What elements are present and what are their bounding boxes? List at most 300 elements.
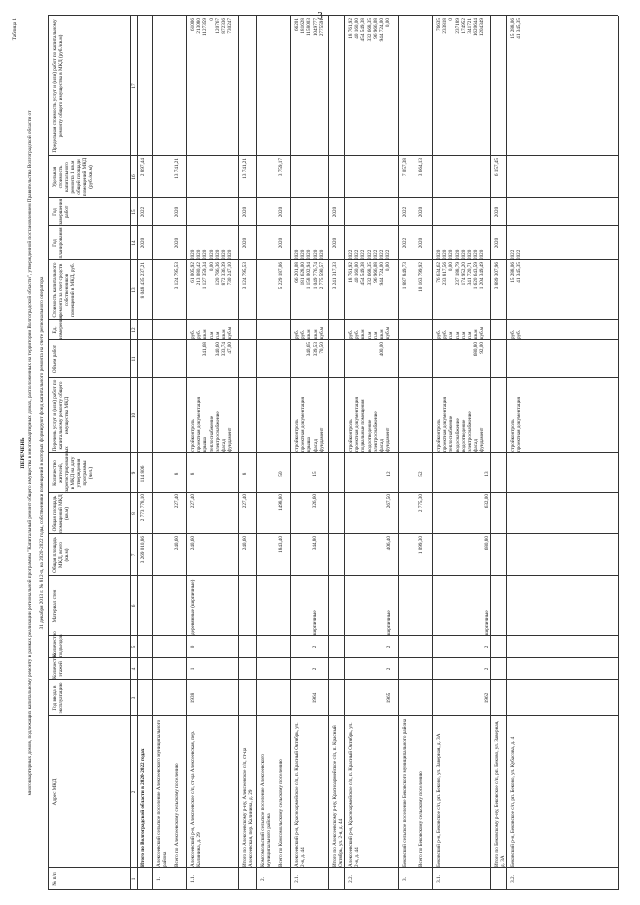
cell-text: 406,40 <box>386 536 392 551</box>
limit-list-item: 0,00 <box>385 18 392 28</box>
unit-list-item: куб.м <box>318 326 325 339</box>
row-number: 3.2. <box>510 875 516 883</box>
work-list <box>436 380 486 452</box>
limit-list-item: 213080 <box>196 18 203 34</box>
year-list-item: 2020 <box>208 249 215 260</box>
cell-text: 2020 <box>494 206 500 218</box>
limit-list-item: 454 549,38 <box>360 18 367 42</box>
year-list-item: 2022 <box>372 249 379 260</box>
year-list-item: 2022 <box>516 249 523 260</box>
cost-list-item: 944 724,00 <box>378 262 385 286</box>
unit-list <box>348 321 391 339</box>
cell-text: 15 <box>312 471 318 477</box>
work-list-item: водоснабжение <box>454 418 461 452</box>
volume-list-item: 70,50 <box>318 342 325 354</box>
cell-text: 13 <box>484 471 490 477</box>
unit-list-item: п.м <box>372 331 379 339</box>
work-list-item: водоотведение <box>460 419 467 452</box>
work-list-item: проектная документация <box>354 397 361 452</box>
cost-list <box>190 262 233 320</box>
cost-list-item: 213 080,42 <box>196 262 203 286</box>
year-list-item: 2022 <box>510 249 516 260</box>
cell-text: 2 773 778,10 <box>140 494 146 522</box>
column-header: Количество подъездов <box>52 631 64 657</box>
cell-text: 2022 <box>402 237 408 249</box>
cell-text: 240,60 <box>174 536 180 551</box>
limit-list-item: 2775591 <box>318 18 325 37</box>
year-list-item: 2022 <box>385 249 392 260</box>
section-sub-label: Всего по Бековскому сельскому поселению <box>418 771 424 867</box>
cost-list-item: 237 188,79 <box>454 262 461 286</box>
year-list-item: 2022 <box>378 249 385 260</box>
cell-text: кирпичные <box>386 610 392 635</box>
unit-list-item: руб. <box>294 330 300 339</box>
volume-list <box>294 342 325 378</box>
year-list-item: 2022 <box>366 249 373 260</box>
limit-list <box>190 18 233 156</box>
cost-list-item: 872 336,39 <box>220 262 227 286</box>
limit-list-item: 1620644 <box>473 18 480 37</box>
cost-list-item: 1 158 002,94 <box>306 262 313 290</box>
work-list-item: электроснабжение <box>466 411 473 452</box>
year-list-item: 2020 <box>448 249 455 260</box>
unit-list-item: п.м <box>466 331 473 339</box>
address: Бековский р-н, Бековское с/п, рп. Беково, ул. Кубасова, д. 4 <box>510 736 516 867</box>
cell-text: 2020 <box>242 206 248 218</box>
work-list-item: проектная документация <box>196 397 203 452</box>
unit-list-item: руб. <box>190 330 196 339</box>
cell-text: 2020 <box>418 206 424 218</box>
year-list-item: 2020 <box>227 249 234 260</box>
unit-list <box>436 321 486 339</box>
cell-text: 3 269 010,86 <box>140 536 146 564</box>
unit-list-item: п.м <box>454 331 461 339</box>
limit-list <box>510 18 522 156</box>
unit-list-item: руб. <box>442 330 449 339</box>
work-list-item: фундамент <box>318 427 325 452</box>
limit-list-item: 120767 <box>214 18 221 34</box>
column-number: 2 <box>131 790 137 794</box>
year-list-item: 2020 <box>294 249 300 260</box>
document-sheet <box>6 8 634 898</box>
unit-list-item: п.м <box>366 331 373 339</box>
year-list-item: 2020 <box>473 249 480 260</box>
cell-text: 3 124 795,53 <box>174 262 180 290</box>
work-list-item: фасад <box>378 439 385 452</box>
row-number: 3. <box>402 877 408 881</box>
cell-text: 5 229 187,06 <box>278 262 284 290</box>
column-number: 7 <box>131 553 137 557</box>
cell-text: 3 241 317,33 <box>332 262 338 290</box>
work-list-item: фундамент <box>385 427 392 452</box>
cost-list-item: 0,00 <box>208 262 215 272</box>
row-number: 1.1. <box>190 875 196 883</box>
year-list-item: 2020 <box>442 249 449 260</box>
section-label: Бековский сельское поселение Бековского муниципального района <box>402 718 408 867</box>
cell-text: 1965 <box>386 692 392 704</box>
cost-list-item: 1 204 349,49 <box>479 262 486 290</box>
cost-list <box>294 262 325 320</box>
unit-list-item: п.м <box>208 331 215 339</box>
year-list-item: 2020 <box>466 249 473 260</box>
cell-text: 8 <box>242 472 248 476</box>
limit-list-item: 41 345,35 <box>516 18 523 39</box>
volume-list <box>348 342 391 378</box>
limit-list-item: 1049777 <box>312 18 319 37</box>
cell-text: 2 <box>386 645 392 649</box>
cost-list-item: 40 160,00 <box>354 262 361 283</box>
unit-list-item: кв.м <box>306 329 313 339</box>
year-list-item: 2020 <box>196 249 203 260</box>
unit-list <box>190 321 233 339</box>
column-number: 12 <box>131 327 137 333</box>
year-list <box>190 226 233 260</box>
address: Алексеевский р-н, Красноармейское с/п, п. Красный Октябрь, ул. 2-я, д. 44 <box>294 722 306 867</box>
work-list-item: стройконтроль <box>510 419 516 452</box>
limit-list-item: 341721 <box>466 18 473 34</box>
section-sub-label: Всего по Алексеевскому сельскому поселению <box>174 763 180 867</box>
limit-list-item: 237189 <box>454 18 461 34</box>
cost-list-item: 1 049 776,74 <box>312 262 319 290</box>
unit-list-item: кв.м <box>220 329 227 339</box>
work-list-item: электроснабжение <box>372 411 379 452</box>
cell-text: деревянные (кирпичные) <box>190 579 196 635</box>
cell-text: 344,80 <box>312 536 318 551</box>
year-list-item: 2020 <box>479 249 486 260</box>
work-list <box>510 380 522 452</box>
unit-list-item: п.м <box>460 331 467 339</box>
work-list-item: проектная документация <box>516 397 523 452</box>
work-list-item: крыша <box>306 437 313 452</box>
row-number: 2.2. <box>348 875 354 883</box>
cell-text: 52 <box>418 471 424 477</box>
column-number: 1 <box>131 877 137 881</box>
column-header: Предельная стоимость услуг и (или) работ по капитальному ремонту общего имущества в МКД (руб./кв.м) <box>52 19 64 153</box>
cost-list <box>348 262 391 320</box>
year-list-item: 2022 <box>354 249 361 260</box>
cell-text: 2020 <box>332 206 338 218</box>
work-list <box>348 380 391 452</box>
page-number: 3 <box>317 10 323 22</box>
column-number: 14 <box>131 240 137 246</box>
cell-text: 1964 <box>312 692 318 704</box>
column-header: Общая площадь МКД, всего (кв.м) <box>52 537 70 573</box>
table-label: Таблица 1 <box>12 18 18 41</box>
cell-text: 2 897,44 <box>140 158 146 177</box>
column-header: Количество жителей, зарегистрированных в МКД на дату утверждения программы (чел.) <box>52 446 94 492</box>
column-number: 4 <box>131 667 137 671</box>
cell-text: 10 163 799,92 <box>418 262 424 292</box>
cell-text: 2 <box>312 667 318 671</box>
cell-text: 8 048 435 237,21 <box>140 262 146 299</box>
year-list-item: 2020 <box>436 249 442 260</box>
cell-text: 2 <box>386 667 392 671</box>
column-number: 8 <box>131 512 137 515</box>
unit-list-item: руб. <box>348 330 354 339</box>
work-list-item: теплоснабжение <box>448 415 455 452</box>
cost-list-item: 730 247,10 <box>227 262 234 286</box>
row-number: 2.1. <box>294 875 300 883</box>
cell-text: 2020 <box>140 237 146 249</box>
limit-list-item: 944 724,00 <box>378 18 385 42</box>
unit-list <box>510 321 522 339</box>
limit-list-item: 66201 <box>294 18 300 31</box>
column-header: Стоимость капитального ремонта за счет средств собственников помещений в МКД, руб. <box>52 262 76 318</box>
cell-text: 3 759,17 <box>278 158 284 177</box>
cell-text: 2020 <box>494 237 500 249</box>
subtotal-label: Итого по Бековскому р-ну, Бековское с/п, рп. Беково, ул. Заверная, д. 3А <box>494 720 506 867</box>
cell-text: 680,80 <box>484 536 490 551</box>
cell-text: 2020 <box>174 206 180 218</box>
unit-list-item: руб. <box>300 330 307 339</box>
cost-list-item: 18 761,92 <box>348 262 354 283</box>
document-title: ПЕРЕЧЕНЬ <box>20 437 26 469</box>
year-list <box>510 226 522 260</box>
work-list-item: теплоснабжение <box>208 415 215 452</box>
limit-list-item: 61006 <box>190 18 196 31</box>
cost-list-item: 66 201,08 <box>294 262 300 283</box>
subtotal-label: Итого по Алексеевскому р-ну, Красноармейское с/п, п. Красный Октябрь, ул. 2-я, д. 44 <box>332 725 344 867</box>
document-subtitle-2: 31 декабря 2013 г. № 812-п, на 2020-2022 годы, собственники помещений в которых формируют фонд капитального ремонта на счете регионального оператора <box>39 276 45 630</box>
section-label: Комсомольский сельское поселение Алексеевского муниципального района <box>260 753 272 867</box>
cell-text: 3 124 795,53 <box>242 262 248 290</box>
cell-text: 240,60 <box>190 536 196 551</box>
work-list-item: водоотведение <box>366 419 373 452</box>
column-number: 16 <box>131 174 137 180</box>
unit-list-item: кв.м <box>473 329 480 339</box>
volume-list-item: 680,80 <box>473 342 480 357</box>
cell-text: 2 <box>484 645 490 649</box>
cell-text: 6 157,45 <box>494 158 500 177</box>
cell-text: 227,40 <box>174 494 180 509</box>
cell-text: 13 741,21 <box>242 158 248 179</box>
work-list-item: фундамент <box>227 427 234 452</box>
column-number: 3 <box>131 696 137 700</box>
volume-list-item: 340,60 <box>214 342 221 357</box>
column-header: Объем работ <box>52 344 58 374</box>
cost-list-item: 96 966,08 <box>372 262 379 283</box>
unit-list-item: п.м <box>214 331 221 339</box>
cost-list-item: 1 127 359,34 <box>202 262 209 290</box>
cost-list-item: 181 628,00 <box>300 262 307 286</box>
year-list-item: 2020 <box>202 249 209 260</box>
work-list-item: стройконтроль <box>190 419 196 452</box>
work-list <box>190 380 233 452</box>
column-header: Перечень услуг и (или) работ по капитальному ремонту общего имущества МКД <box>52 379 70 452</box>
limit-list-item: 872336 <box>220 18 227 34</box>
cost-list-item: 454 549,38 <box>360 262 367 286</box>
work-list-item: фундамент <box>479 427 486 452</box>
work-list-item: проектная документация <box>442 397 449 452</box>
cell-text: 227,40 <box>242 494 248 509</box>
column-header: № п/п <box>52 872 58 886</box>
cell-text: 13 741,21 <box>174 158 180 179</box>
work-list-item: фасад <box>312 439 319 452</box>
unit-list-item: кв.м <box>360 329 367 339</box>
work-list-item: стройконтроль <box>436 419 442 452</box>
limit-list-item: 40 160,00 <box>354 18 361 39</box>
work-list-item: стройконтроль <box>294 419 300 452</box>
column-number: 11 <box>131 356 137 362</box>
cell-text: 8 <box>190 472 196 476</box>
volume-list-item: 92,00 <box>479 342 486 354</box>
limit-list-item: 18 761,92 <box>348 18 354 39</box>
year-list-item: 2020 <box>300 249 307 260</box>
unit-list-item: куб.м <box>479 326 486 339</box>
limit-list <box>348 18 391 156</box>
cell-text: 2 775,30 <box>418 494 424 513</box>
cell-text: 1938 <box>190 692 196 704</box>
cell-text: 1 887 849,73 <box>402 262 408 290</box>
cell-text: 2020 <box>332 237 338 249</box>
year-list-item: 2020 <box>318 249 325 260</box>
cell-text: 2022 <box>140 206 146 218</box>
limit-list-item: 233818 <box>442 18 449 34</box>
cell-text: 8 <box>174 472 180 476</box>
cell-text: 632,00 <box>484 494 490 509</box>
column-header: Год ввода в эксплуатацию <box>52 682 64 714</box>
cell-text: 114 806 <box>140 465 146 483</box>
cell-text: 50 <box>278 471 284 477</box>
cell-text: 2020 <box>278 237 284 249</box>
column-header: Общая площадь помещений МКД (кв.м) <box>52 494 70 533</box>
column-number: 9 <box>131 471 137 475</box>
work-list-item: подвальные помещения <box>360 399 367 452</box>
column-number: 10 <box>131 412 137 419</box>
unit-list-item: п.м <box>448 331 455 339</box>
limit-list <box>294 18 325 156</box>
cell-text: 0 <box>190 645 196 649</box>
unit-list-item: кв.м <box>378 329 385 339</box>
year-list-item: 2022 <box>360 249 367 260</box>
column-header: Количество этажей <box>52 653 64 679</box>
unit-list-item: куб.м <box>385 326 392 339</box>
work-list-item: электроснабжение <box>214 411 221 452</box>
unit-list-item: руб. <box>516 330 523 339</box>
year-list <box>294 226 325 260</box>
year-list-item: 2020 <box>190 249 196 260</box>
limit-list-item: 332 668,35 <box>366 18 373 42</box>
cell-text: 227,40 <box>190 494 196 509</box>
cost-list-item: 174 952,20 <box>460 262 467 286</box>
work-list-item: фасад <box>473 439 480 452</box>
row-number: 3.1. <box>436 875 442 883</box>
cost-list-item: 332 668,35 <box>366 262 373 286</box>
cost-list-item: 0,00 <box>448 262 455 272</box>
limit-list-item: 15 288,06 <box>510 18 516 39</box>
year-list-item: 2020 <box>460 249 467 260</box>
section-sub-label: Всего по Комсомольскому сельскому поселению <box>278 759 284 867</box>
address: Бековский р-н, Бековское с/п, рп. Беково, ул. Заверная, д. 3А <box>436 733 442 867</box>
cost-list-item: 233 817,56 <box>442 262 449 286</box>
work-list <box>294 380 325 452</box>
cell-text: 3 889 307,96 <box>494 262 500 290</box>
cost-list <box>436 262 486 320</box>
year-list-item: 2020 <box>312 249 319 260</box>
cell-text: 2020 <box>242 237 248 249</box>
column-header: Адрес МКД <box>52 778 58 806</box>
column-number: 17 <box>131 83 137 89</box>
work-list-item: стройконтроль <box>348 419 354 452</box>
year-list-item: 2020 <box>214 249 221 260</box>
year-list <box>436 226 486 260</box>
limit-list-item: 0 <box>448 18 455 21</box>
work-list-item: проектная документация <box>300 397 307 452</box>
cell-text: 326,60 <box>312 494 318 509</box>
year-list-item: 2020 <box>220 249 227 260</box>
column-header: Материал стен <box>52 589 58 623</box>
cost-list-item: 76 634,62 <box>436 262 442 283</box>
limit-list-item: 96 966,08 <box>372 18 379 39</box>
cell-text: 3 664,13 <box>418 158 424 177</box>
work-list-item: крыша <box>202 437 209 452</box>
year-list-item: 2020 <box>306 249 313 260</box>
unit-list-item: руб. <box>510 330 516 339</box>
volume-list-item: 400,00 <box>378 342 385 357</box>
limit-list-item: 181628 <box>300 18 307 34</box>
unit-list-item: руб. <box>436 330 442 339</box>
address: Алексеевский р-н, Алексеевское с/п, ст-ца Алексеевская, пер. Калинина, д. 29 <box>190 730 202 867</box>
cell-text: 1 099,30 <box>418 536 424 555</box>
column-header: Удельная стоимость капитального ремонта 1 кв.м общей площади помещений МКД (руб./кв.м) <box>52 157 94 197</box>
column-number: 5 <box>131 645 137 649</box>
unit-list-item: кв.м <box>202 329 209 339</box>
cell-text: 2020 <box>174 237 180 249</box>
limit-list-item: 1158003 <box>306 18 313 36</box>
unit-list-item: руб. <box>196 330 203 339</box>
volume-list-item: 47,00 <box>227 342 234 354</box>
cell-text: 240,60 <box>242 536 248 551</box>
cell-text: кирпичные <box>312 610 318 635</box>
cost-list-item: 341 720,71 <box>466 262 473 286</box>
cell-text: 1843,40 <box>278 536 284 553</box>
volume-list-item <box>385 342 391 378</box>
unit-list-item: кв.м <box>312 329 319 339</box>
unit-list <box>294 321 325 339</box>
total-row-label: Итого по Волгоградской области в 2020-2022 годах <box>140 748 146 867</box>
cell-text: 267,50 <box>386 494 392 509</box>
column-number: 6 <box>131 604 137 608</box>
column-header: Год завершения работ <box>52 199 70 225</box>
volume-list-item: 339,53 <box>312 342 319 357</box>
volume-list <box>436 342 486 378</box>
volume-list <box>190 342 233 378</box>
cell-text: 1962 <box>484 692 490 704</box>
cost-list-item: 41 345,35 <box>516 262 523 283</box>
year-list <box>348 226 391 260</box>
cost-list-item: 120 766,36 <box>214 262 221 286</box>
column-header: Год планирования <box>52 227 64 259</box>
work-list-item: фасад <box>220 439 227 452</box>
volume-list-item: 333,74 <box>220 342 227 357</box>
volume-list-item: 341,68 <box>202 342 209 357</box>
cell-text: 2020 <box>418 237 424 249</box>
row-number: 1. <box>156 877 162 881</box>
cell-text: 2 <box>484 667 490 671</box>
section-label: Алексеевский сельское поселение Алексеевского муниципального района <box>156 719 168 867</box>
column-header: Ед. измерения <box>52 315 64 339</box>
year-list-item: 2020 <box>454 249 461 260</box>
cost-list-item: 1 620 643,59 <box>473 262 480 290</box>
cell-text: 12 <box>386 471 392 477</box>
limit-list-item: 0 <box>208 18 215 21</box>
cost-list-item: 61 005,92 <box>190 262 196 283</box>
year-list-item: 2022 <box>348 249 354 260</box>
cell-text: 1 <box>190 667 196 671</box>
column-number: 15 <box>131 209 137 215</box>
cost-list-item: 0,00 <box>385 262 392 272</box>
row-number: 2. <box>260 877 266 881</box>
